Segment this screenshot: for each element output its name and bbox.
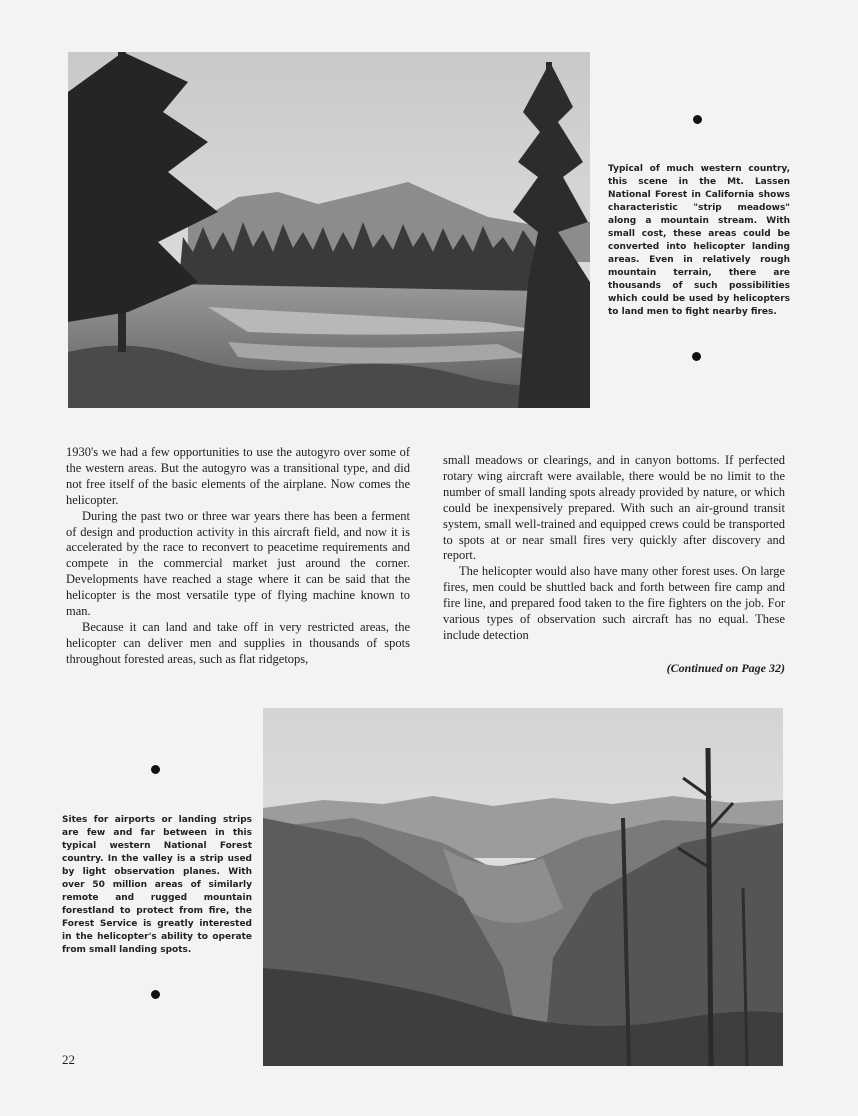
bullet-dot [693, 115, 702, 124]
article-paragraph: The helicopter would also have many other forest uses. On large fires, men could be shuttled back and forth between fire camp and fire line, and prepared food taken to the fire fighters on the job. For various types of observation such aircraft has no equal. These include detection [443, 564, 785, 642]
bullet-dot [692, 352, 701, 361]
article-paragraph: Because it can land and take off in very restricted areas, the helicopter can deliver men and supplies in thousands of spots throughout forested areas, such as flat ridgetops, [66, 619, 410, 666]
article-paragraph: small meadows or clearings, and in canyon bottoms. If perfected rotary wing aircraft were available, there would be no limit to the number of small landing spots already provided by nature, or which could be inexpensively prepared. With such an air-ground transit system, small well-trained and equipped crews could be transported to spots at or near small fires very quickly after discovery and report. [443, 453, 785, 563]
article-column-left [66, 445, 410, 668]
article-paragraph: During the past two or three war years there has been a ferment of design and production activity in this aircraft field, and now it is accelerated by the race to reconvert to peacetime requirements and compete in the commercial market just around the corner. Developments have reached a stage where it can be said that the helicopter is the most versatile type of flying machine known to man. [66, 508, 410, 619]
mountain-valley-image [263, 708, 783, 1066]
article-column-right [443, 453, 785, 644]
photo-mountain-meadow [68, 52, 590, 408]
mountain-meadow-image [68, 52, 590, 408]
bullet-dot [151, 765, 160, 774]
continued-note: (Continued on Page 32) [666, 661, 785, 675]
photo-mountain-valley [263, 708, 783, 1066]
caption-bottom: Sites for airports or landing strips are few and far between in this typical western National Forest country. In the valley is a strip used by light observation planes. With over 50 million areas of similarly remote and rugged mountain forestland to protect from fire, the Forest Service is greatly interested in the helicopter's ability to operate from small landing spots. [62, 815, 252, 955]
bullet-dot [151, 990, 160, 999]
page-number: 22 [62, 1052, 75, 1067]
caption-top: Typical of much western country, this scene in the Mt. Lassen National Forest in California shows characteristic "strip meadows" along a mountain stream. With small cost, these areas could be converted into helicopter landing areas. Even in relatively rough mountain terrain, there are thousands of such possibilities which could be used by helicopters to land men to fight nearby fires. [608, 164, 790, 317]
article-paragraph: 1930's we had a few opportunities to use the autogyro over some of the western areas. But the autogyro was a transitional type, and did not free itself of the basic elements of the airplane. Now comes the helicopter. [66, 445, 410, 507]
